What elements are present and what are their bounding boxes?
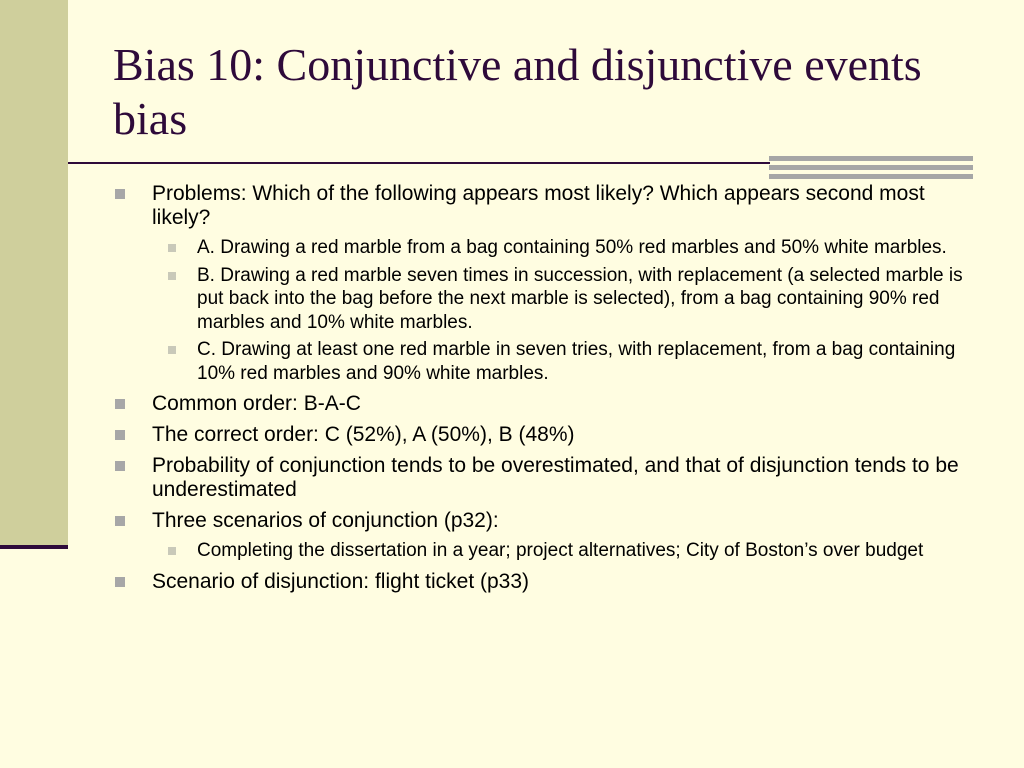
square-bullet-icon: [168, 547, 176, 555]
left-accent-band: [0, 0, 68, 545]
decorative-bar: [769, 165, 973, 170]
sub-bullet-text: B. Drawing a red marble seven times in succession, with replacement (a selected marble is put back into the bag before the next marble is selected), from a bag containing 90% red marbles and 10% white marbles.: [197, 264, 963, 333]
square-bullet-icon: [115, 577, 125, 587]
bullet-item: [113, 454, 963, 502]
sub-bullet-item: [152, 264, 963, 335]
bullet-item: [113, 392, 963, 416]
title-underline-rule: [68, 162, 770, 164]
sub-bullet-list: [152, 539, 963, 563]
square-bullet-icon: [115, 461, 125, 471]
bullet-text: Probability of conjunction tends to be overestimated, and that of disjunction tends to be underestimated: [152, 454, 959, 501]
bullet-list: [113, 182, 963, 601]
sub-bullet-item: [152, 539, 963, 563]
bullet-item: [113, 570, 963, 594]
bullet-text: The correct order: C (52%), A (50%), B (48%): [152, 423, 575, 446]
bullet-item: [113, 509, 963, 563]
sub-bullet-item: [152, 236, 963, 260]
bullet-item: [113, 423, 963, 447]
square-bullet-icon: [115, 399, 125, 409]
bullet-text: Problems: Which of the following appears most likely? Which appears second most likely?: [152, 182, 925, 229]
square-bullet-icon: [168, 244, 176, 252]
sub-bullet-list: [152, 236, 963, 385]
sub-bullet-text: C. Drawing at least one red marble in seven tries, with replacement, from a bag containing 10% red marbles and 90% white marbles.: [197, 339, 956, 384]
bullet-text: Scenario of disjunction: flight ticket (p33): [152, 569, 530, 593]
square-bullet-icon: [115, 430, 125, 440]
bullet-text: Common order: B-A-C: [152, 392, 361, 415]
sub-bullet-text: A. Drawing a red marble from a bag containing 50% red marbles and 50% white marbles.: [197, 237, 947, 258]
square-bullet-icon: [115, 516, 125, 526]
sub-bullet-item: [152, 338, 963, 385]
decorative-bar: [769, 174, 973, 179]
title-decorative-bars: [769, 156, 973, 180]
decorative-bar: [769, 156, 973, 161]
square-bullet-icon: [168, 272, 176, 280]
square-bullet-icon: [115, 189, 125, 199]
square-bullet-icon: [168, 346, 176, 354]
bullet-text: Three scenarios of conjunction (p32):: [152, 509, 499, 532]
left-accent-rule: [0, 545, 68, 549]
bullet-item: [113, 182, 963, 385]
sub-bullet-text: Completing the dissertation in a year; project alternatives; City of Boston’s over budget: [197, 540, 924, 561]
slide-title: Bias 10: Conjunctive and disjunctive events bias: [113, 39, 922, 144]
